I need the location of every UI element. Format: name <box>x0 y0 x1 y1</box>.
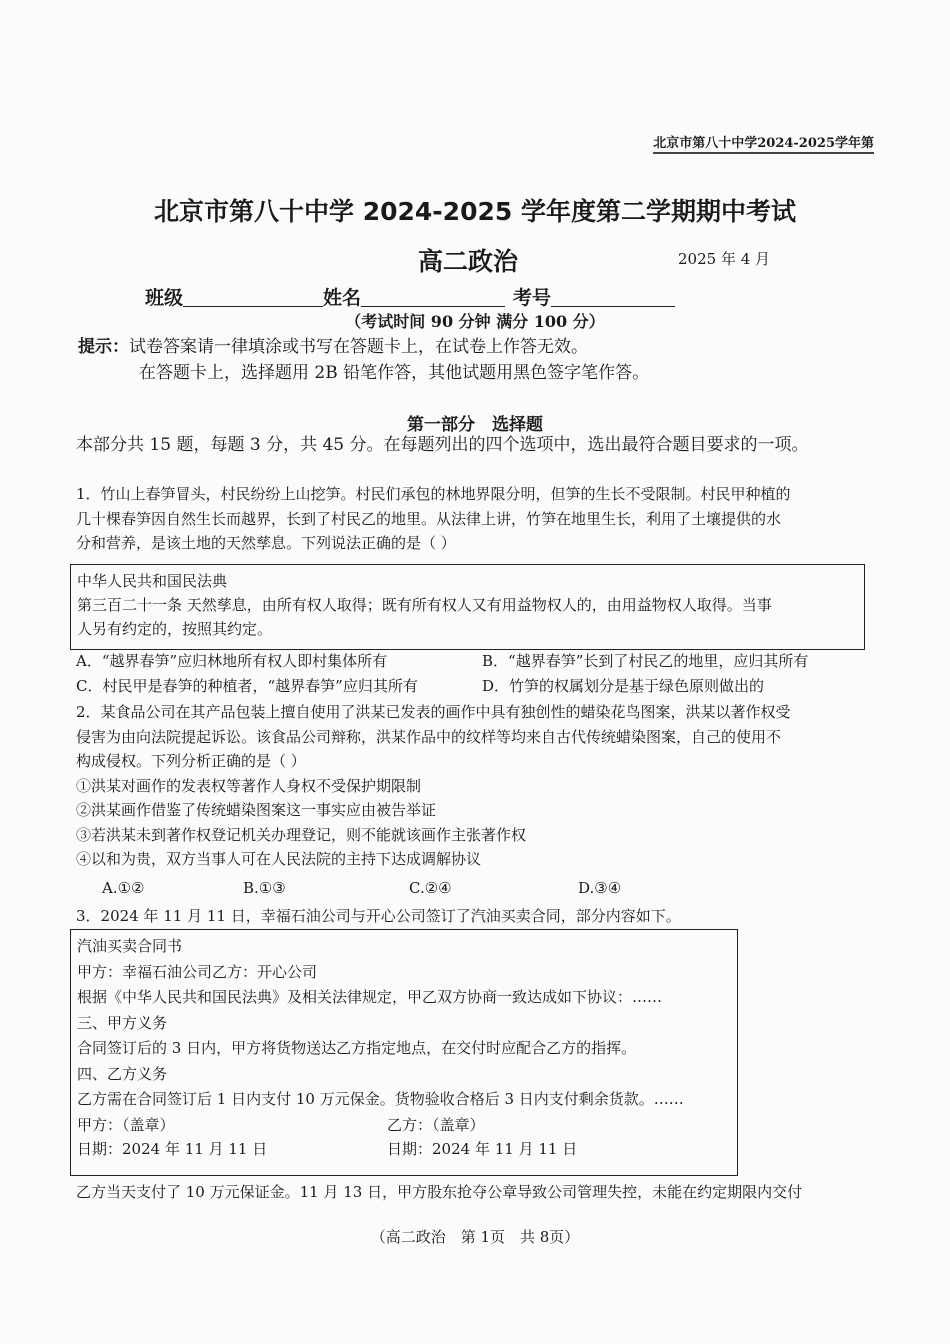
question-1-line-3: 分和营养，是该土地的天然孳息。下列说法正确的是（ ） <box>76 534 456 552</box>
time-note: （考试时间 90 分钟 满分 100 分） <box>345 312 605 331</box>
name-label: 姓名 <box>323 287 362 309</box>
tip-line-2: 在答题卡上，选择题用 2B 铅笔作答，其他试题用黑色签字笔作答。 <box>139 363 650 383</box>
q1-option-a[interactable]: A．“越界春笋”应归林地所有权人即村集体所有 <box>76 652 388 670</box>
page-footer: （高二政治 第 1页 共 8页） <box>370 1228 580 1246</box>
q2-option-d[interactable]: D.③④ <box>578 879 622 897</box>
question-2-item-3: ③若洪某未到著作权登记机关办理登记，则不能就该画作主张著作权 <box>76 825 527 844</box>
question-3-after-text: 乙方当天支付了 10 万元保证金。11 月 13 日，甲方股东抢夺公章导致公司管理失控，未能在约定期限内交付 <box>76 1183 803 1201</box>
contract-intro: 根据《中华人民共和国民法典》及相关法律规定，甲乙双方协商一致达成如下协议：…… <box>77 988 663 1006</box>
question-2-item-1: ①洪某对画作的发表权等著作人身权不受保护期限制 <box>76 776 422 795</box>
contract-date-b: 日期：2024 年 11 月 11 日 <box>387 1139 578 1158</box>
question-2-line-1: 2．某食品公司在其产品包装上擅自使用了洪某已发表的画作中具有独创性的蜡染花鸟图案，洪某以著作权受 <box>76 703 791 721</box>
question-1-line-1: 1．竹山上春笋冒头，村民纷纷上山挖笋。村民们承包的林地界限分明，但笋的生长不受限制。村民甲种植的 <box>76 485 791 503</box>
law-box-line-2: 人另有约定的，按照其约定。 <box>77 620 273 638</box>
contract-sign-b: 乙方：（盖章） <box>387 1115 485 1134</box>
tip-label: 提示： <box>78 337 129 357</box>
corner-header: 北京市第八十中学2024-2025学年第 <box>653 132 874 154</box>
question-2-options-row <box>102 879 802 903</box>
question-1-line-2: 几十棵春笋因自然生长而越界，长到了村民乙的地里。从法律上讲，竹笋在地里生长，利用了土壤提供的水 <box>76 509 782 528</box>
question-2-line-2: 侵害为由向法院提起诉讼。该食品公司辩称，洪某作品中的纹样等均来自古代传统蜡染图案，自己的使用不 <box>76 727 782 746</box>
question-1-options-row-2 <box>76 675 876 699</box>
question-2-line-3: 构成侵权。下列分析正确的是（ ） <box>76 752 306 770</box>
contract-parties: 甲方：幸福石油公司乙方：开心公司 <box>77 962 318 981</box>
class-label: 班级 <box>145 287 184 309</box>
contract-date-a: 日期：2024 年 11 月 11 日 <box>77 1139 268 1158</box>
contract-sign-row <box>77 1113 731 1137</box>
section-description: 本部分共 15 题，每题 3 分，共 45 分。在每题列出的四个选项中，选出最符合题目要求的一项。 <box>76 435 809 455</box>
law-box-line-1: 第三百二十一条 天然孳息，由所有权人取得；既有所有权人又有用益物权人的，由用益物权人取得。当事 <box>77 596 772 614</box>
law-box-title: 中华人民共和国民法典 <box>77 572 228 590</box>
class-field[interactable] <box>183 288 323 307</box>
contract-clause-4-text: 乙方需在合同签订后 1 日内支付 10 万元保金。货物验收合格后 3 日内支付剩余货款。…… <box>77 1090 684 1108</box>
question-2-stem <box>76 700 866 872</box>
number-field[interactable] <box>551 288 675 307</box>
question-1-stem <box>76 482 866 556</box>
name-field[interactable] <box>361 288 505 307</box>
q2-option-a[interactable]: A.①② <box>102 879 145 897</box>
q2-option-b[interactable]: B.①③ <box>243 879 286 897</box>
question-2-item-4: ④以和为贵，双方当事人可在人民法院的主持下达成调解协议 <box>76 850 482 868</box>
contract-clause-4-title: 四、乙方义务 <box>77 1064 168 1083</box>
contract-date-row <box>77 1137 731 1161</box>
tips <box>78 334 878 386</box>
question-1-law-box <box>70 564 865 650</box>
q2-option-c[interactable]: C.②④ <box>409 879 452 897</box>
section-title: 第一部分 选择题 <box>407 415 543 435</box>
contract-clause-3-text: 合同签订后的 3 日内，甲方将货物送达乙方指定地点，在交付时应配合乙方的指挥。 <box>77 1039 637 1057</box>
q1-option-b[interactable]: B．“越界春笋”长到了村民乙的地里，应归其所有 <box>482 652 809 670</box>
q1-option-c[interactable]: C．村民甲是春笋的种植者，“越界春笋”应归其所有 <box>76 677 418 695</box>
tip-line-1: 试卷答案请一律填涂或书写在答题卡上，在试卷上作答无效。 <box>129 337 588 357</box>
question-2-item-2: ②洪某画作借鉴了传统蜡染图案这一事实应由被告举证 <box>76 801 437 819</box>
contract-sign-a: 甲方：（盖章） <box>77 1115 175 1134</box>
student-info-line <box>145 283 675 310</box>
number-label: 考号 <box>513 287 552 309</box>
q1-option-d[interactable]: D．竹笋的权属划分是基于绿色原则做出的 <box>482 677 765 695</box>
subject-title: 高二政治 <box>418 247 519 276</box>
contract-title: 汽油买卖合同书 <box>77 937 183 955</box>
question-3-stem: 3．2024 年 11 月 11 日，幸福石油公司与开心公司签订了汽油买卖合同，部分内容如下。 <box>76 907 681 925</box>
question-1-options-row-1 <box>76 650 876 674</box>
question-3-contract-box <box>70 929 738 1176</box>
exam-title: 北京市第八十中学 2024-2025 学年度第二学期期中考试 <box>154 197 796 226</box>
contract-clause-3-title: 三、甲方义务 <box>77 1013 168 1032</box>
exam-date: 2025 年 4 月 <box>678 250 771 268</box>
